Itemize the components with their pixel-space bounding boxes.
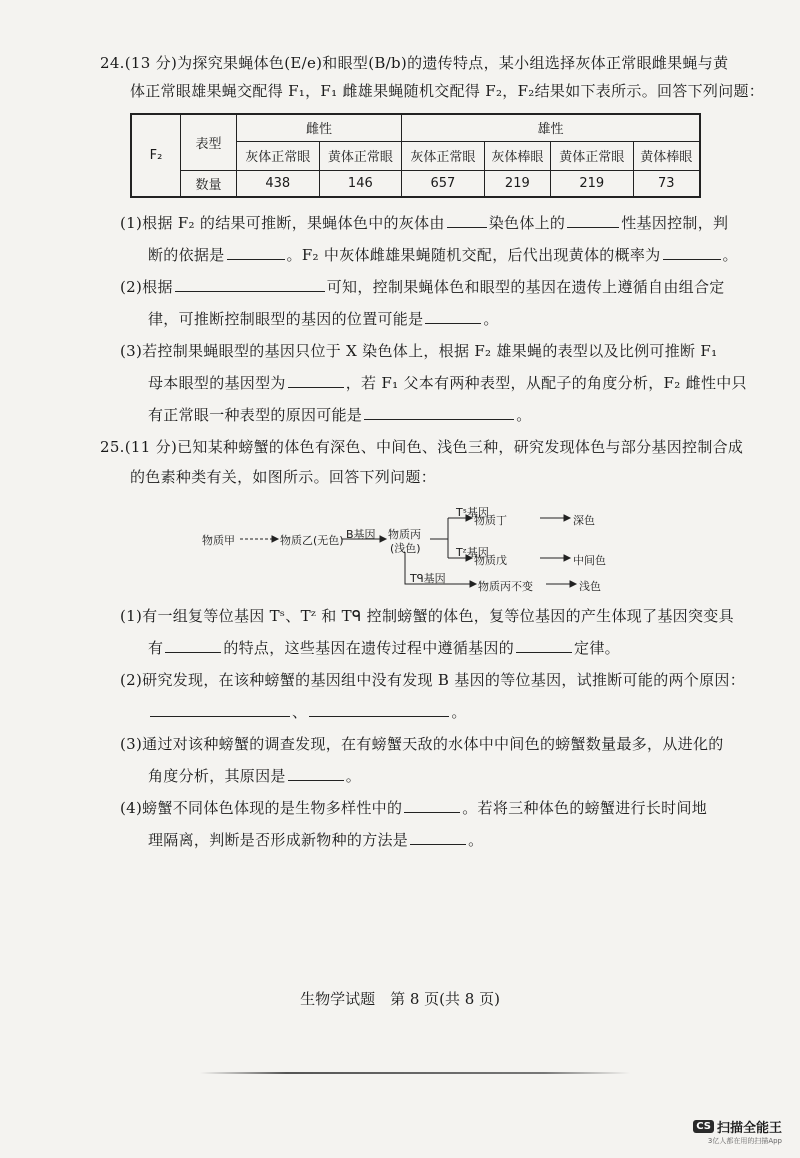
male-header: 雄性 bbox=[402, 114, 700, 141]
q24-line2: 体正常眼雄果蝇交配得 F₁，F₁ 雌雄果蝇随机交配得 F₂，F₂结果如下表所示。回答下列问题： bbox=[130, 82, 765, 100]
q25-sub4-line1 bbox=[120, 797, 707, 819]
substance-c: 物质丙 bbox=[388, 528, 421, 541]
text: 有正常眼一种表型的原因可能是 bbox=[148, 406, 363, 424]
q25-line1: 25.(11 分)已知某种螃蟹的体色有深色、中间色、浅色三种，研究发现体色与部分基因控制合成 bbox=[100, 438, 744, 456]
text: 。 bbox=[468, 831, 484, 849]
count-cell: 438 bbox=[237, 170, 320, 197]
text: 母本眼型的基因型为 bbox=[148, 374, 286, 392]
color-mid: 中间色 bbox=[573, 554, 606, 567]
branch-ts bbox=[430, 518, 448, 539]
q25-sub3-line2 bbox=[148, 765, 361, 787]
female-header: 雌性 bbox=[237, 114, 402, 141]
q25-sub2-line2 bbox=[148, 701, 467, 723]
text: 可知，控制果蝇体色和眼型的基因在遗传上遵循自由组合定 bbox=[326, 278, 725, 296]
text: 定律。 bbox=[574, 639, 620, 657]
count-cell: 219 bbox=[484, 170, 550, 197]
gene-tq-label: Tᑫ基因 bbox=[410, 572, 446, 585]
substance-f: 物质丙不变 bbox=[478, 580, 533, 593]
text: (4)螃蟹不同体色体现的是生物多样性中的 bbox=[120, 799, 403, 817]
answer-blank[interactable] bbox=[150, 701, 290, 717]
count-cell: 73 bbox=[633, 170, 700, 197]
substance-d: 物质丁 bbox=[474, 514, 507, 527]
text: 有 bbox=[148, 639, 164, 657]
count-header: 数量 bbox=[181, 170, 237, 197]
col-header: 黄体正常眼 bbox=[550, 141, 633, 170]
answer-blank[interactable] bbox=[404, 797, 460, 813]
text: 、 bbox=[292, 703, 308, 721]
col-header: 灰体棒眼 bbox=[484, 141, 550, 170]
answer-blank[interactable] bbox=[288, 765, 344, 781]
substance-a: 物质甲 bbox=[202, 534, 235, 547]
col-header: 黄体正常眼 bbox=[319, 141, 402, 170]
scan-edge-line bbox=[200, 1072, 630, 1074]
type-header: 表型 bbox=[181, 114, 237, 170]
q24-line1: 24.(13 分)为探究果蝇体色(E/e)和眼型(B/b)的遗传特点，某小组选择灰体正常眼雌果蝇与黄 bbox=[100, 54, 729, 72]
text: 。F₂ 中灰体雌雄果蝇随机交配，后代出现黄体的概率为 bbox=[286, 246, 661, 264]
text: ，若 F₁ 父本有两种表型，从配子的角度分析，F₂ 雌性中只 bbox=[345, 374, 747, 392]
text: (2)根据 bbox=[120, 278, 173, 296]
col-header: 灰体正常眼 bbox=[402, 141, 485, 170]
text: 性基因控制，判 bbox=[621, 214, 729, 232]
color-light: 浅色 bbox=[579, 580, 601, 593]
q24-sub3-line1: (3)若控制果蝇眼型的基因只位于 X 染色体上，根据 F₂ 雄果蝇的表型以及比例可推断 F₁ bbox=[120, 342, 718, 360]
substance-e: 物质戊 bbox=[474, 554, 507, 567]
q25-sub2-line1: (2)研究发现，在该种螃蟹的基因组中没有发现 B 基因的等位基因，试推断可能的两个原因： bbox=[120, 671, 746, 689]
q25-sub4-line2 bbox=[148, 829, 483, 851]
text: 的特点，这些基因在遗传过程中遵循基因的 bbox=[223, 639, 515, 657]
substance-b: 物质乙(无色) bbox=[280, 534, 344, 547]
gene-ts-label: Tˢ基因 bbox=[456, 506, 489, 519]
col-header: 灰体正常眼 bbox=[237, 141, 320, 170]
answer-blank[interactable] bbox=[410, 829, 466, 845]
count-cell: 657 bbox=[402, 170, 485, 197]
text: 断的依据是 bbox=[148, 246, 225, 264]
text: 。 bbox=[345, 767, 362, 785]
text: 。 bbox=[722, 246, 738, 264]
q25-line2: 的色素种类有关，如图所示。回答下列问题： bbox=[130, 468, 437, 486]
text: 。 bbox=[483, 310, 499, 328]
text: 。若将三种体色的螃蟹进行长时间地 bbox=[462, 799, 708, 817]
color-deep: 深色 bbox=[573, 514, 595, 527]
gen-cell: F₂ bbox=[131, 114, 181, 197]
q25-sub1-line1: (1)有一组复等位基因 Tˢ、Tᶻ 和 Tᑫ 控制螃蟹的体色，复等位基因的产生体现了基因突变具 bbox=[120, 607, 734, 625]
count-cell: 219 bbox=[550, 170, 633, 197]
text: 。 bbox=[451, 703, 467, 721]
text: 理隔离，判断是否形成新物种的方法是 bbox=[148, 831, 409, 849]
text: 角度分析，其原因是 bbox=[148, 767, 286, 785]
scanner-badge bbox=[693, 1116, 782, 1146]
brand-name: 扫描全能王 bbox=[716, 1121, 782, 1136]
brand-tagline: 3亿人都在用的扫描App bbox=[707, 1137, 782, 1145]
count-cell: 146 bbox=[319, 170, 402, 197]
substance-c-color: (浅色) bbox=[390, 542, 421, 555]
q25-sub1-line2 bbox=[148, 637, 620, 659]
q25-sub3-line1: (3)通过对该种螃蟹的调查发现，在有螃蟹天敌的水体中中间色的螃蟹数量最多，从进化的 bbox=[120, 735, 724, 753]
text: (1)根据 F₂ 的结果可推断，果蝇体色中的灰体由 bbox=[120, 214, 445, 232]
gene-tz-label: Tᶻ基因 bbox=[456, 546, 489, 559]
page-footer: 生物学试题 第 8 页(共 8 页) bbox=[300, 990, 500, 1008]
col-header: 黄体棒眼 bbox=[633, 141, 700, 170]
text: 。 bbox=[516, 406, 532, 424]
gene-b-label: B基因 bbox=[346, 528, 376, 541]
text: 染色体上的 bbox=[488, 214, 566, 232]
answer-blank[interactable] bbox=[516, 637, 572, 653]
answer-blank[interactable] bbox=[309, 701, 449, 717]
camscanner-logo: CS bbox=[693, 1120, 714, 1133]
answer-blank[interactable] bbox=[165, 637, 221, 653]
text: 律，可推断控制眼型的基因的位置可能是 bbox=[148, 310, 424, 328]
